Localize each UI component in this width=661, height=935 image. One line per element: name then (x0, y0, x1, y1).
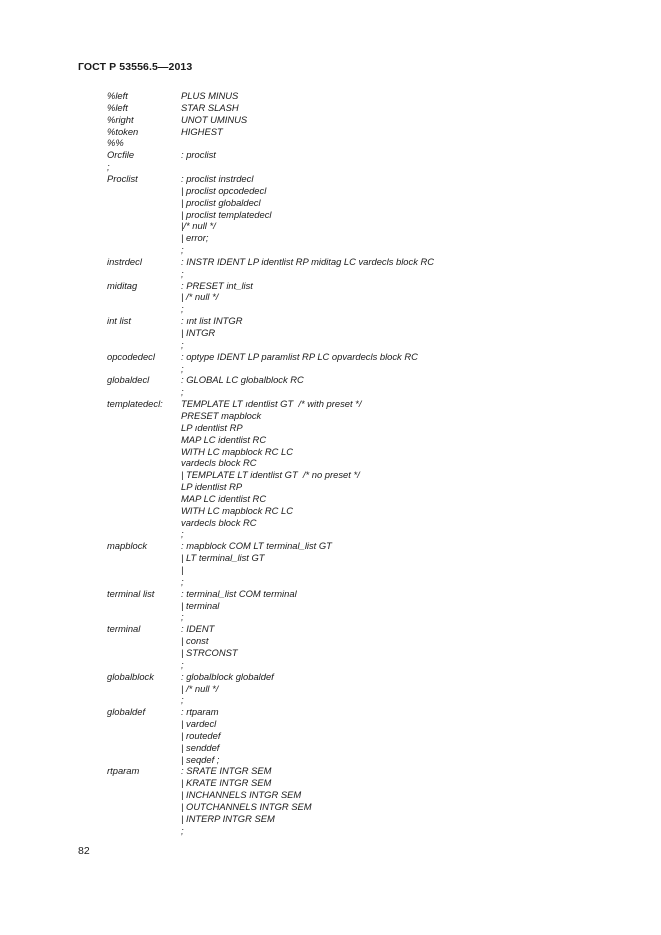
grammar-rule-name: miditag (107, 279, 138, 291)
grammar-rule-text: ; (181, 658, 184, 670)
grammar-rule-text: STAR SLASH (181, 101, 239, 113)
grammar-rule-name: globaldecl (107, 374, 150, 386)
grammar-rule-text: ; (181, 528, 184, 540)
grammar-rule-text: TEMPLATE LT ıdentlist GT /* with preset */ (181, 398, 362, 410)
grammar-rule-name: rtparam (107, 765, 140, 777)
grammar-rule-text: | LT terminal_list GT (181, 552, 265, 564)
grammar-rule-text: : rtparam (181, 706, 219, 718)
grammar-rule-text: | INTERP INTGR SEM (181, 812, 275, 824)
grammar-rule-text: |/* null */ (181, 220, 216, 232)
grammar-rule-text: PRESET mapblock (181, 409, 262, 421)
grammar-rule-text: | (181, 564, 184, 575)
grammar-rule-text: PLUS MINUS (181, 90, 239, 101)
grammar-rule-text: ; (181, 303, 184, 315)
grammar-rule-text: | senddef (181, 741, 220, 753)
grammar-rule-name: %left (107, 101, 128, 113)
grammar-rule-text: : globalblock globaldef (181, 670, 274, 682)
grammar-rule-text: ; (181, 244, 184, 256)
grammar-rule-text: | INTGR (181, 327, 216, 338)
grammar-rule-text: : ınt list INTGR (181, 315, 243, 327)
grammar-rule-text: ; (181, 338, 184, 350)
grammar-rule-text: ; (181, 362, 184, 374)
grammar-rule-text: | proclist templatedecl (181, 208, 272, 220)
grammar-rule-name: %left (107, 90, 128, 101)
grammar-rule-text: | seqdef ; (181, 753, 220, 765)
grammar-rule-name: templatedecl: (107, 398, 163, 410)
grammar-rule-text: ; (181, 386, 184, 398)
grammar-rule-text: | terminal (181, 599, 220, 611)
grammar-rule-text: | proclist globaldecl (181, 196, 261, 208)
grammar-rule-text: ; (181, 575, 184, 587)
grammar-rule-name: opcodedecl (107, 350, 155, 362)
grammar-rule-text: | STRCONST (181, 646, 238, 658)
grammar-rule-name: int list (107, 315, 131, 327)
grammar-rule-name: ; (107, 161, 110, 173)
grammar-rule-text: LP ıdentlist RP (181, 421, 243, 433)
grammar-rule-text: | const (181, 635, 209, 647)
grammar-rule-text: : optype IDENT LP paramlist RP LC opvardecls block RC (181, 350, 418, 362)
grammar-rule-name: globalblock (107, 670, 154, 682)
grammar-rule-name: instrdecl (107, 255, 142, 267)
grammar-rule-name: terminal (107, 623, 141, 635)
grammar-rule-text: | proclist opcodedecl (181, 184, 267, 196)
grammar-rule-name: globaldef (107, 706, 146, 718)
grammar-rule-text: : GLOBAL LC globalblock RC (181, 374, 304, 386)
grammar-rule-name: Orcfile (107, 149, 135, 161)
grammar-rule-text: | error; (181, 232, 209, 244)
grammar-rule-text: | vardecl (181, 718, 217, 730)
grammar-rule-text: MAP LC identlist RC (181, 492, 267, 504)
grammar-rule-text: ; (181, 611, 184, 623)
grammar-rule-text: | /* null */ (181, 682, 219, 694)
grammar-rule-text: : proclist (181, 149, 216, 161)
page-number: 82 (78, 845, 90, 857)
grammar-rule-text: | TEMPLATE LT identlist GT /* no preset */ (181, 469, 360, 481)
grammar-rule-text: : INSTR IDENT LP identlist RP miditag LC vardecls block RC (181, 255, 435, 267)
grammar-rule-text: MAP LC identlist RC (181, 433, 267, 445)
grammar-rule-text: LP identlist RP (181, 481, 243, 493)
grammar-rule-text: | OUTCHANNELS INTGR SEM (181, 801, 312, 812)
grammar-rule-name: Proclist (107, 172, 138, 184)
grammar-rule-text: ; (181, 694, 184, 706)
grammar-rule-text: | routedef (181, 729, 221, 741)
grammar-rule-text: : proclist instrdecl (181, 172, 254, 184)
grammar-rule-text: : IDENT (181, 623, 215, 635)
grammar-rule-text: | INCHANNELS INTGR SEM (181, 789, 302, 801)
grammar-rule-name: mapblock (107, 540, 148, 552)
grammar-rule-name: %% (107, 137, 124, 149)
grammar-rule-text: : PRESET int_list (181, 279, 253, 291)
grammar-rule-text: ; (181, 824, 184, 836)
grammar-rule-text: : mapblock COM LT terminal_list GT (181, 540, 332, 552)
grammar-rule-name: terminal list (107, 587, 155, 599)
grammar-rule-text: : terminal_list COM terminal (181, 587, 297, 599)
grammar-rule-text: vardecls block RC (181, 516, 257, 528)
grammar-rule-text: : SRATE INTGR SEM (181, 765, 272, 777)
grammar-rule-text: vardecls block RC (181, 457, 257, 469)
grammar-rule-text: WITH LC mapblock RC LC (181, 445, 294, 457)
grammar-rule-name: %token (107, 125, 139, 137)
grammar-rule-text: | KRATE INTGR SEM (181, 777, 272, 789)
grammar-rule-text: WITH LC mapblock RC LC (181, 504, 294, 516)
grammar-rule-text: ; (181, 267, 184, 279)
document-header: ГОСТ Р 53556.5—2013 (78, 61, 193, 73)
grammar-rule-text: HIGHEST (181, 125, 223, 137)
grammar-rule-name: %right (107, 113, 134, 125)
grammar-rule-text: UNOT UMINUS (181, 113, 248, 125)
grammar-rule-text: | /* null */ (181, 291, 219, 303)
